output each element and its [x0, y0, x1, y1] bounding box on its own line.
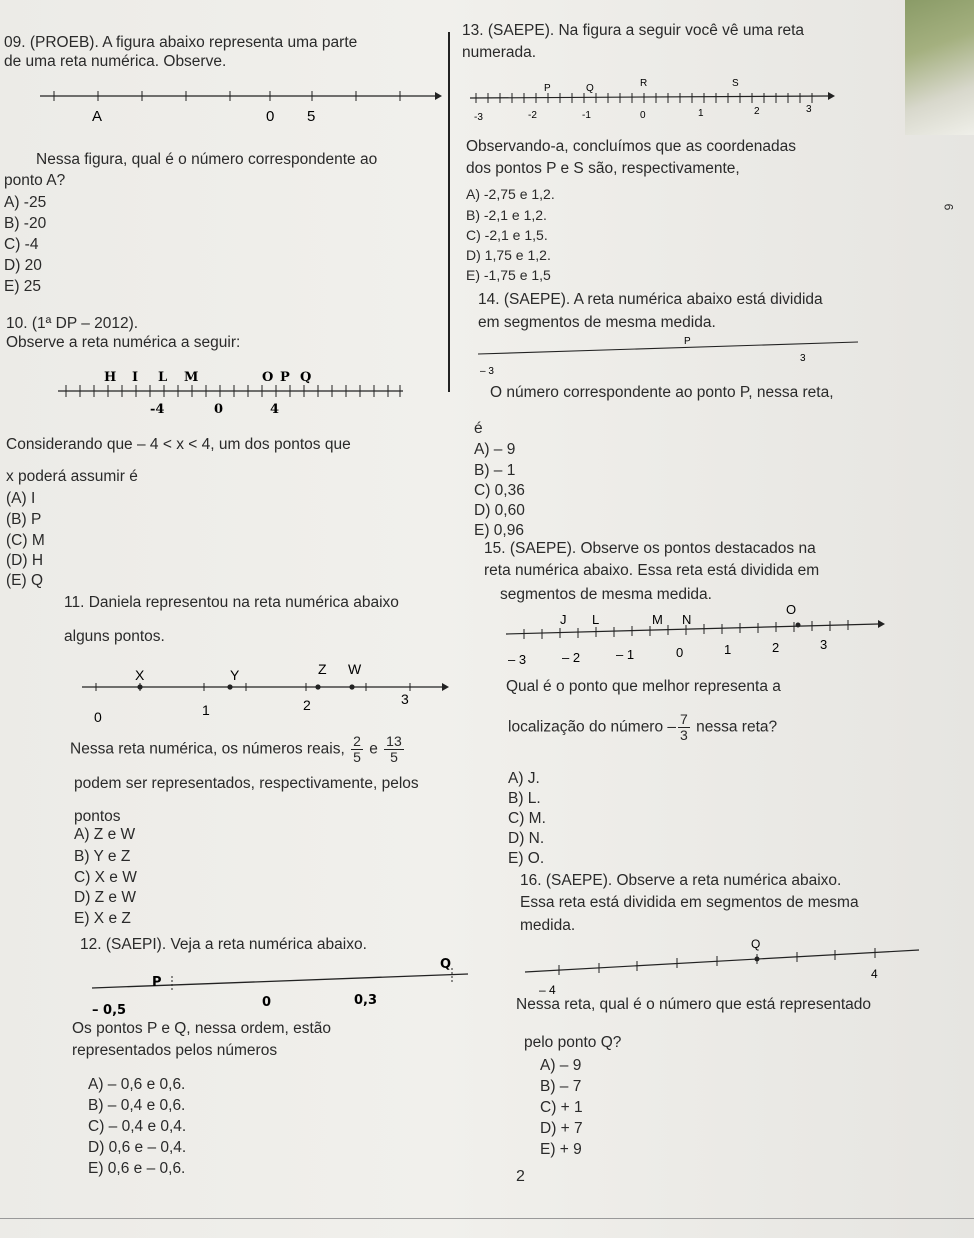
q16-option: C) + 1 [540, 1099, 583, 1116]
svg-text:I: I [132, 370, 139, 385]
q11-option: B) Y e Z [74, 848, 131, 865]
svg-text:2: 2 [772, 640, 780, 655]
q09-option: D) 20 [4, 257, 42, 274]
page-edge-line [0, 1218, 974, 1219]
svg-text:0,3: 0,3 [354, 993, 378, 1008]
q15-option: C) M. [508, 810, 546, 827]
background-photo-corner [905, 0, 974, 135]
q14-option: A) – 9 [474, 441, 516, 458]
q16-option: B) – 7 [540, 1078, 582, 1095]
margin-digit: 6 [941, 203, 956, 211]
svg-text:L: L [158, 370, 168, 385]
q10-option: (B) P [6, 511, 42, 528]
svg-text:1: 1 [698, 108, 704, 119]
q12-number-line [92, 956, 472, 1016]
q15-number-line [506, 602, 886, 667]
svg-text:– 3: – 3 [480, 366, 494, 377]
q09-option: B) -20 [4, 215, 47, 232]
q10-option: (C) M [6, 532, 45, 549]
q10-option: (D) H [6, 552, 44, 569]
page-number: 2 [516, 1168, 525, 1185]
q15-option: E) O. [508, 850, 545, 867]
q11-header: 11. Daniela representou na reta numérica abaixo [64, 594, 399, 611]
svg-text:-1: -1 [582, 110, 591, 121]
svg-text:– 4: – 4 [539, 983, 556, 997]
svg-text:S: S [732, 78, 739, 89]
q10-number-line [58, 368, 408, 418]
column-divider [448, 32, 450, 392]
q13-option: B) -2,1 e 1,2. [466, 207, 547, 223]
svg-text:P: P [152, 975, 162, 990]
q10-option: (A) I [6, 490, 36, 507]
svg-text:-2: -2 [528, 110, 537, 121]
q16-header: 16. (SAEPE). Observe a reta numérica abaixo. [520, 872, 842, 889]
svg-text:N: N [682, 612, 692, 627]
q16-number-line [525, 936, 925, 996]
svg-text:4: 4 [270, 402, 280, 417]
svg-text:W: W [348, 661, 362, 677]
q15-option: B) L. [508, 790, 541, 807]
svg-text:4: 4 [871, 967, 878, 981]
svg-text:2: 2 [303, 697, 311, 713]
q09-option: E) 25 [4, 278, 42, 295]
q14-header: 14. (SAEPE). A reta numérica abaixo está dividida [478, 291, 823, 308]
q12-stem: Os pontos P e Q, nessa ordem, estão [72, 1020, 332, 1037]
q15-header: 15. (SAEPE). Observe os pontos destacados na [484, 540, 816, 557]
svg-text:– 2: – 2 [562, 650, 581, 665]
svg-text:-3: -3 [474, 112, 483, 123]
q09-header: 09. (PROEB). A figura abaixo representa uma parte [4, 34, 358, 51]
q09-option: A) -25 [4, 194, 47, 211]
q14-option: B) – 1 [474, 462, 516, 479]
svg-text:3: 3 [806, 104, 812, 115]
svg-text:0: 0 [266, 108, 275, 125]
svg-text:J: J [560, 612, 567, 627]
q09-stem: Nessa figura, qual é o número correspondente ao [36, 151, 378, 168]
svg-text:Q: Q [751, 937, 761, 951]
q11-option: D) Z e W [74, 889, 136, 906]
svg-text:1: 1 [202, 702, 210, 718]
q11-option: A) Z e W [74, 826, 136, 843]
svg-text:0: 0 [94, 709, 102, 725]
svg-text:2: 2 [754, 106, 760, 117]
svg-text:X: X [135, 667, 145, 683]
q16-option: E) + 9 [540, 1141, 582, 1158]
q13-option: A) -2,75 e 1,2. [466, 186, 555, 202]
svg-text:-4: -4 [150, 402, 165, 417]
svg-text:5: 5 [307, 108, 316, 125]
svg-text:P: P [544, 83, 551, 94]
svg-text:Z: Z [318, 661, 327, 677]
svg-text:– 3: – 3 [508, 652, 527, 667]
worksheet-page: 09. (PROEB). A figura abaixo representa uma parte de uma reta numérica. Observe. A 0 5 Nessa figura, qual é o número correspondente ao ponto A? A) -25 B) -20 C) -4 D) 20 E) 25 10. (1ª DP – 2012). Observe a reta numérica a seguir: H I L M O P Q -4 0 4 Considerando que – 4 < x < 4, um dos pontos que x poderá assumir é (A) I (B) P (C) M (D) H (E) Q 11. Daniela representou na reta numérica abaixo alguns pontos. X Y Z W 0 1 2 3 Nessa reta numérica, os números reais, $\frac{2}{5}$ e $\frac{13}{5}$ podem ser representados, respectivamente, pelos pontos A) Z e W B) Y e Z C) X e W D) Z e W E) X e Z 12. (SAEPI). Veja a reta numérica abaixo. P Q – 0,5 0 0,3 Os pontos P e Q, nessa ordem, estão representados pelos números A) – 0,6 e 0,6. B) – 0,4 e 0,6. C) – 0,4 e 0,4. D) 0,6 e – 0,4. E) 0,6 e – 0,6. 13. (SAEPE). Na figura a seguir você vê uma reta numerada. P Q R S -3 -2 -1 0 1 2 3 Observando-a, concluímos que as coordenadas dos pontos P e S são, respectivamente, A) -2,75 e 1,2. B) -2,1 e 1,2. C) -2,1 e 1,5. D) 1,75 e 1,2. E) -1,75 e 1,5 14. (SAEPE). A reta numérica abaixo está dividida em segmentos de mesma medida. P – 3 3 O número correspondente ao ponto P, nessa reta, é A) – 9 B) – 1 C) 0,36 D) 0,60 E) 0,96 15. (SAEPE). Observe os pontos destacados na reta numérica abaixo. Essa reta está dividida em segmentos de mesma medida. J L M N O – 3 – 2 – 1 0 1 2 3 Qual é o ponto que melhor representa a localização do número – $\frac{7}{3}$ nessa reta? A) J. B) L. C) M. D) N. E) O. 16. (SAEPE). Observe a reta numérica abaixo. Essa reta está dividida em segmentos de mesma medida. Q – 4 4 Nessa reta, qual é o número que está representado pelo ponto Q? A) – 9 B) – 7 C) + 1 D) + 7 E) + 9 2 6 [0, 0, 974, 1238]
q16-stem: Nessa reta, qual é o número que está representado [516, 996, 872, 1013]
svg-text:M: M [652, 612, 663, 627]
q14-option: C) 0,36 [474, 482, 525, 499]
svg-text:0: 0 [676, 645, 684, 660]
q14-stem: O número correspondente ao ponto P, nessa reta, [490, 384, 834, 401]
q09-header2: de uma reta numérica. Observe. [4, 53, 227, 70]
svg-text:L: L [592, 612, 600, 627]
svg-text:H: H [104, 370, 117, 385]
q13-option: C) -2,1 e 1,5. [466, 227, 548, 243]
q14-option: D) 0,60 [474, 502, 525, 519]
q16-option: D) + 7 [540, 1120, 583, 1137]
q16-option: A) – 9 [540, 1057, 582, 1074]
q13-number-line [470, 74, 840, 124]
q12-option: D) 0,6 e – 0,4. [88, 1139, 187, 1156]
q11-option: C) X e W [74, 869, 137, 886]
q15-option: D) N. [508, 830, 545, 847]
svg-text:P: P [280, 370, 290, 385]
svg-text:– 1: – 1 [616, 647, 635, 662]
svg-text:P: P [684, 336, 691, 347]
q12-header: 12. (SAEPI). Veja a reta numérica abaixo. [80, 936, 367, 953]
q11-option: E) X e Z [74, 910, 131, 927]
q15-option: A) J. [508, 770, 540, 787]
q09-option: C) -4 [4, 236, 39, 253]
q12-option: A) – 0,6 e 0,6. [88, 1076, 186, 1093]
q11-number-line [82, 660, 452, 725]
q12-option: E) 0,6 e – 0,6. [88, 1160, 186, 1177]
q10-header: 10. (1ª DP – 2012). [6, 315, 139, 332]
q13-option: E) -1,75 e 1,5 [466, 267, 551, 283]
svg-text:0: 0 [262, 995, 272, 1010]
q14-option: E) 0,96 [474, 522, 524, 539]
svg-text:3: 3 [401, 691, 409, 707]
svg-text:O: O [786, 602, 797, 617]
svg-text:Y: Y [230, 667, 240, 683]
svg-text:R: R [640, 78, 648, 89]
svg-text:O: O [262, 370, 274, 385]
q14-number-line [478, 336, 863, 381]
svg-text:0: 0 [214, 402, 224, 417]
q09-number-line [40, 88, 440, 128]
q13-stem: Observando-a, concluímos que as coordenadas [466, 138, 797, 155]
svg-text:Q: Q [586, 83, 594, 94]
svg-text:– 0,5: – 0,5 [92, 1003, 127, 1018]
q12-option: B) – 0,4 e 0,6. [88, 1097, 186, 1114]
svg-text:M: M [184, 370, 199, 385]
q13-header: 13. (SAEPE). Na figura a seguir você vê uma reta [462, 22, 805, 39]
q15-stem2: localização do número – $\frac{7}{3}$ nessa reta? [508, 711, 778, 743]
q15-stem: Qual é o ponto que melhor representa a [506, 678, 781, 695]
svg-text:Q: Q [300, 370, 312, 385]
q13-option: D) 1,75 e 1,2. [466, 247, 551, 263]
svg-text:0: 0 [640, 110, 646, 121]
svg-text:3: 3 [800, 353, 806, 364]
svg-text:3: 3 [820, 637, 828, 652]
q10-option: (E) Q [6, 572, 44, 589]
svg-text:1: 1 [724, 642, 732, 657]
q10-stem: Considerando que – 4 < x < 4, um dos pontos que [6, 436, 351, 453]
q11-stem: Nessa reta numérica, os números reais, $\frac{2}{5}$ e $\frac{13}{5}$ [70, 733, 402, 765]
q09-label-a: A [92, 108, 103, 125]
q12-option: C) – 0,4 e 0,4. [88, 1118, 187, 1135]
svg-text:Q: Q [440, 957, 452, 972]
